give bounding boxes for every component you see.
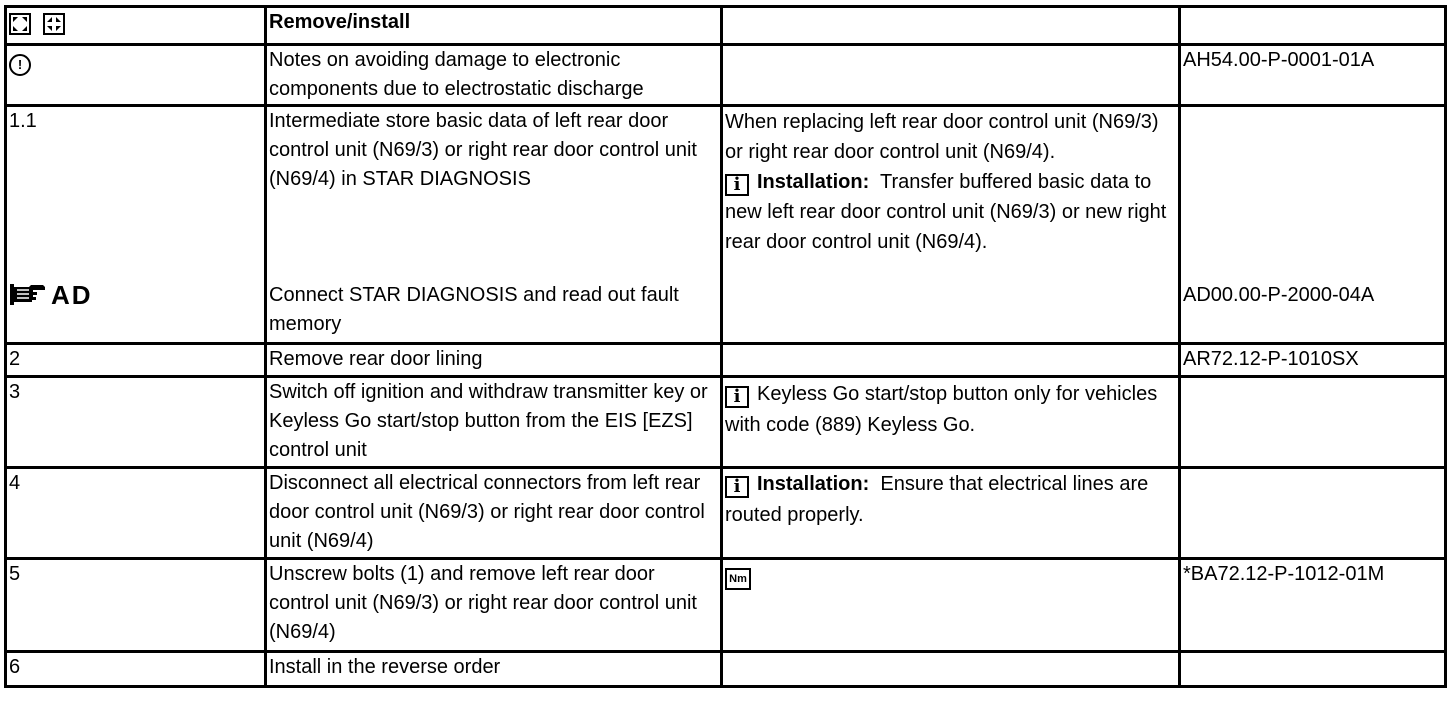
header-title-cell: [266, 7, 722, 45]
ref-cell: [1180, 468, 1446, 559]
note-cell: [722, 468, 1180, 559]
action-cell: [266, 468, 722, 559]
action-text: Unscrew bolts (1) and remove left rear door control unit (N69/3) or right rear door control unit (N69/4): [269, 563, 697, 643]
note-cell: [722, 652, 1180, 687]
action-text: Install in the reverse order: [269, 656, 501, 678]
note-cell: [722, 559, 1180, 652]
collapse-icon[interactable]: [43, 13, 65, 35]
step-number: 6: [9, 656, 21, 678]
step-cell: [6, 344, 266, 377]
action-text: Connect STAR DIAGNOSIS and read out fault memory: [269, 284, 679, 335]
esd-warning-icon: !: [9, 54, 31, 76]
table-row: [6, 45, 1446, 106]
action-text: Disconnect all electrical connectors from left rear door control unit (N69/3) or right rear door control unit (N69/4): [269, 472, 705, 552]
step-number: 2: [9, 348, 21, 370]
note-text: Keyless Go start/stop button only for vehicles with code (889) Keyless Go.: [725, 383, 1158, 436]
table-row: [6, 377, 1446, 468]
reference-link[interactable]: AD00.00-P-2000-04A: [1183, 284, 1375, 306]
action-cell: [266, 559, 722, 652]
table-row: [6, 652, 1446, 687]
note-text: When replacing left rear door control unit (N69/3) or right rear door control unit (N69/4).: [725, 111, 1159, 163]
ref-cell: [1180, 559, 1446, 652]
step-cell: [6, 468, 266, 559]
table-row: [6, 559, 1446, 652]
ref-cell: [1180, 344, 1446, 377]
action-cell: [266, 377, 722, 468]
torque-icon[interactable]: Nm: [725, 568, 751, 590]
note-text: Transfer buffered basic data to new left rear door control unit (N69/3) or new right rear door control unit (N69/4).: [725, 171, 1167, 253]
step-number: 1.1: [9, 110, 37, 132]
pointing-hand-icon: [9, 281, 47, 307]
header-empty-cell: [722, 7, 1180, 45]
step-cell: [6, 652, 266, 687]
note-label: Installation:: [757, 171, 870, 193]
action-text: Remove rear door lining: [269, 348, 483, 370]
step-number: 5: [9, 563, 21, 585]
action-cell: [266, 344, 722, 377]
ref-cell: [1180, 45, 1446, 106]
ref-cell: [1180, 106, 1446, 344]
ad-label: AD: [51, 280, 93, 310]
reference-link[interactable]: AH54.00-P-0001-01A: [1183, 49, 1375, 71]
action-cell: [266, 652, 722, 687]
note-label: Installation:: [757, 473, 870, 495]
table-row: [6, 468, 1446, 559]
step-cell: [6, 45, 266, 106]
reference-link[interactable]: *BA72.12-P-1012-01M: [1183, 563, 1385, 585]
header-empty-cell: [1180, 7, 1446, 45]
step-cell: [6, 559, 266, 652]
page-title: Remove/install: [269, 11, 411, 33]
note-cell: [722, 106, 1180, 344]
action-text: Intermediate store basic data of left rear door control unit (N69/3) or right rear door control unit (N69/4) in STAR DIAGNOSIS: [269, 110, 697, 190]
table-header-row: [6, 7, 1446, 45]
note-cell: [722, 377, 1180, 468]
step-cell: [6, 106, 266, 344]
action-text: Switch off ignition and withdraw transmitter key or Keyless Go start/stop button from the EIS [EZS] control unit: [269, 381, 708, 461]
header-icons-cell: [6, 7, 266, 45]
info-icon: i: [725, 476, 749, 498]
ref-cell: [1180, 377, 1446, 468]
note-text: Ensure that electrical lines are routed properly.: [725, 473, 1149, 526]
ref-cell: [1180, 652, 1446, 687]
note-cell: [722, 45, 1180, 106]
info-icon: i: [725, 386, 749, 408]
step-number: 4: [9, 472, 21, 494]
table-row: [6, 106, 1446, 344]
step-number: 3: [9, 381, 21, 403]
table-row: [6, 344, 1446, 377]
step-cell: [6, 377, 266, 468]
expand-icon[interactable]: [9, 13, 31, 35]
reference-link[interactable]: AR72.12-P-1010SX: [1183, 348, 1359, 370]
diagnosis-marker: [9, 281, 262, 310]
action-cell: [266, 106, 722, 344]
note-cell: [722, 344, 1180, 377]
procedure-table: [4, 5, 1447, 688]
info-icon: i: [725, 174, 749, 196]
action-cell: [266, 45, 722, 106]
action-text: Notes on avoiding damage to electronic components due to electrostatic discharge: [269, 49, 644, 100]
